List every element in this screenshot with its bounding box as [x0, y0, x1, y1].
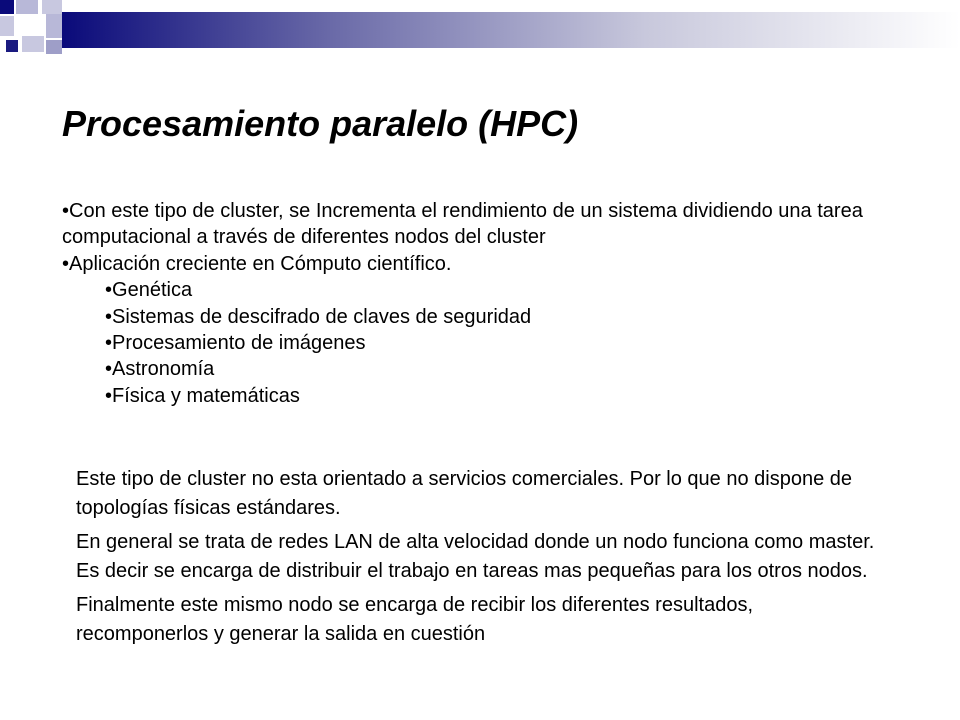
header-gradient-bar	[62, 12, 960, 48]
sub-bullet-item	[105, 356, 902, 382]
sub-bullet-text: Genética	[112, 279, 193, 302]
decor-square	[16, 0, 38, 14]
sub-bullet-text: Sistemas de descifrado de claves de seguridad	[112, 305, 532, 328]
paragraph: Este tipo de cluster no esta orientado a servicios comerciales. Por lo que no dispone de topologías físicas estándares.	[76, 468, 852, 519]
bullet-text: Aplicación creciente en Cómputo científico.	[69, 252, 452, 275]
bullet-text: Con este tipo de cluster, se Incrementa el rendimiento de un sistema dividiendo una tarea computacional a través de diferentes nodos del cluster	[62, 200, 863, 249]
bullet-marker: •	[105, 384, 113, 407]
bullet-marker: •	[105, 305, 113, 328]
bullet-marker: •	[62, 252, 70, 275]
bullet-marker: •	[105, 358, 113, 381]
bullet-item	[62, 251, 902, 277]
paragraph: Finalmente este mismo nodo se encarga de recibir los diferentes resultados, recomponerlos y generar la salida en cuestión	[76, 594, 754, 645]
decor-square	[0, 16, 14, 36]
bullet-marker: •	[105, 332, 113, 355]
bullet-marker: •	[62, 200, 70, 222]
slide-title: Procesamiento paralelo (HPC)	[62, 103, 579, 145]
bullet-list	[62, 198, 902, 409]
sub-bullet-item	[105, 277, 902, 303]
sub-bullet-item	[105, 383, 902, 409]
paragraph-block	[76, 465, 876, 654]
paragraph: En general se trata de redes LAN de alta velocidad donde un nodo funciona como master. Es decir se encarga de distribuir el trabajo en tareas mas pequeñas para los otros nodos.	[76, 531, 875, 582]
sub-bullet-list	[62, 277, 902, 409]
bullet-marker: •	[105, 279, 113, 302]
decor-square	[42, 0, 62, 14]
sub-bullet-text: Física y matemáticas	[112, 384, 300, 407]
decor-square	[46, 14, 62, 38]
sub-bullet-text: Procesamiento de imágenes	[112, 332, 366, 355]
bullet-item	[62, 198, 902, 251]
decor-square	[0, 0, 14, 14]
decor-square	[46, 40, 62, 54]
decor-square	[22, 36, 44, 52]
sub-bullet-item	[105, 304, 902, 330]
sub-bullet-text: Astronomía	[112, 358, 215, 381]
sub-bullet-item	[105, 330, 902, 356]
decor-square	[14, 16, 44, 36]
decor-square	[6, 40, 18, 52]
